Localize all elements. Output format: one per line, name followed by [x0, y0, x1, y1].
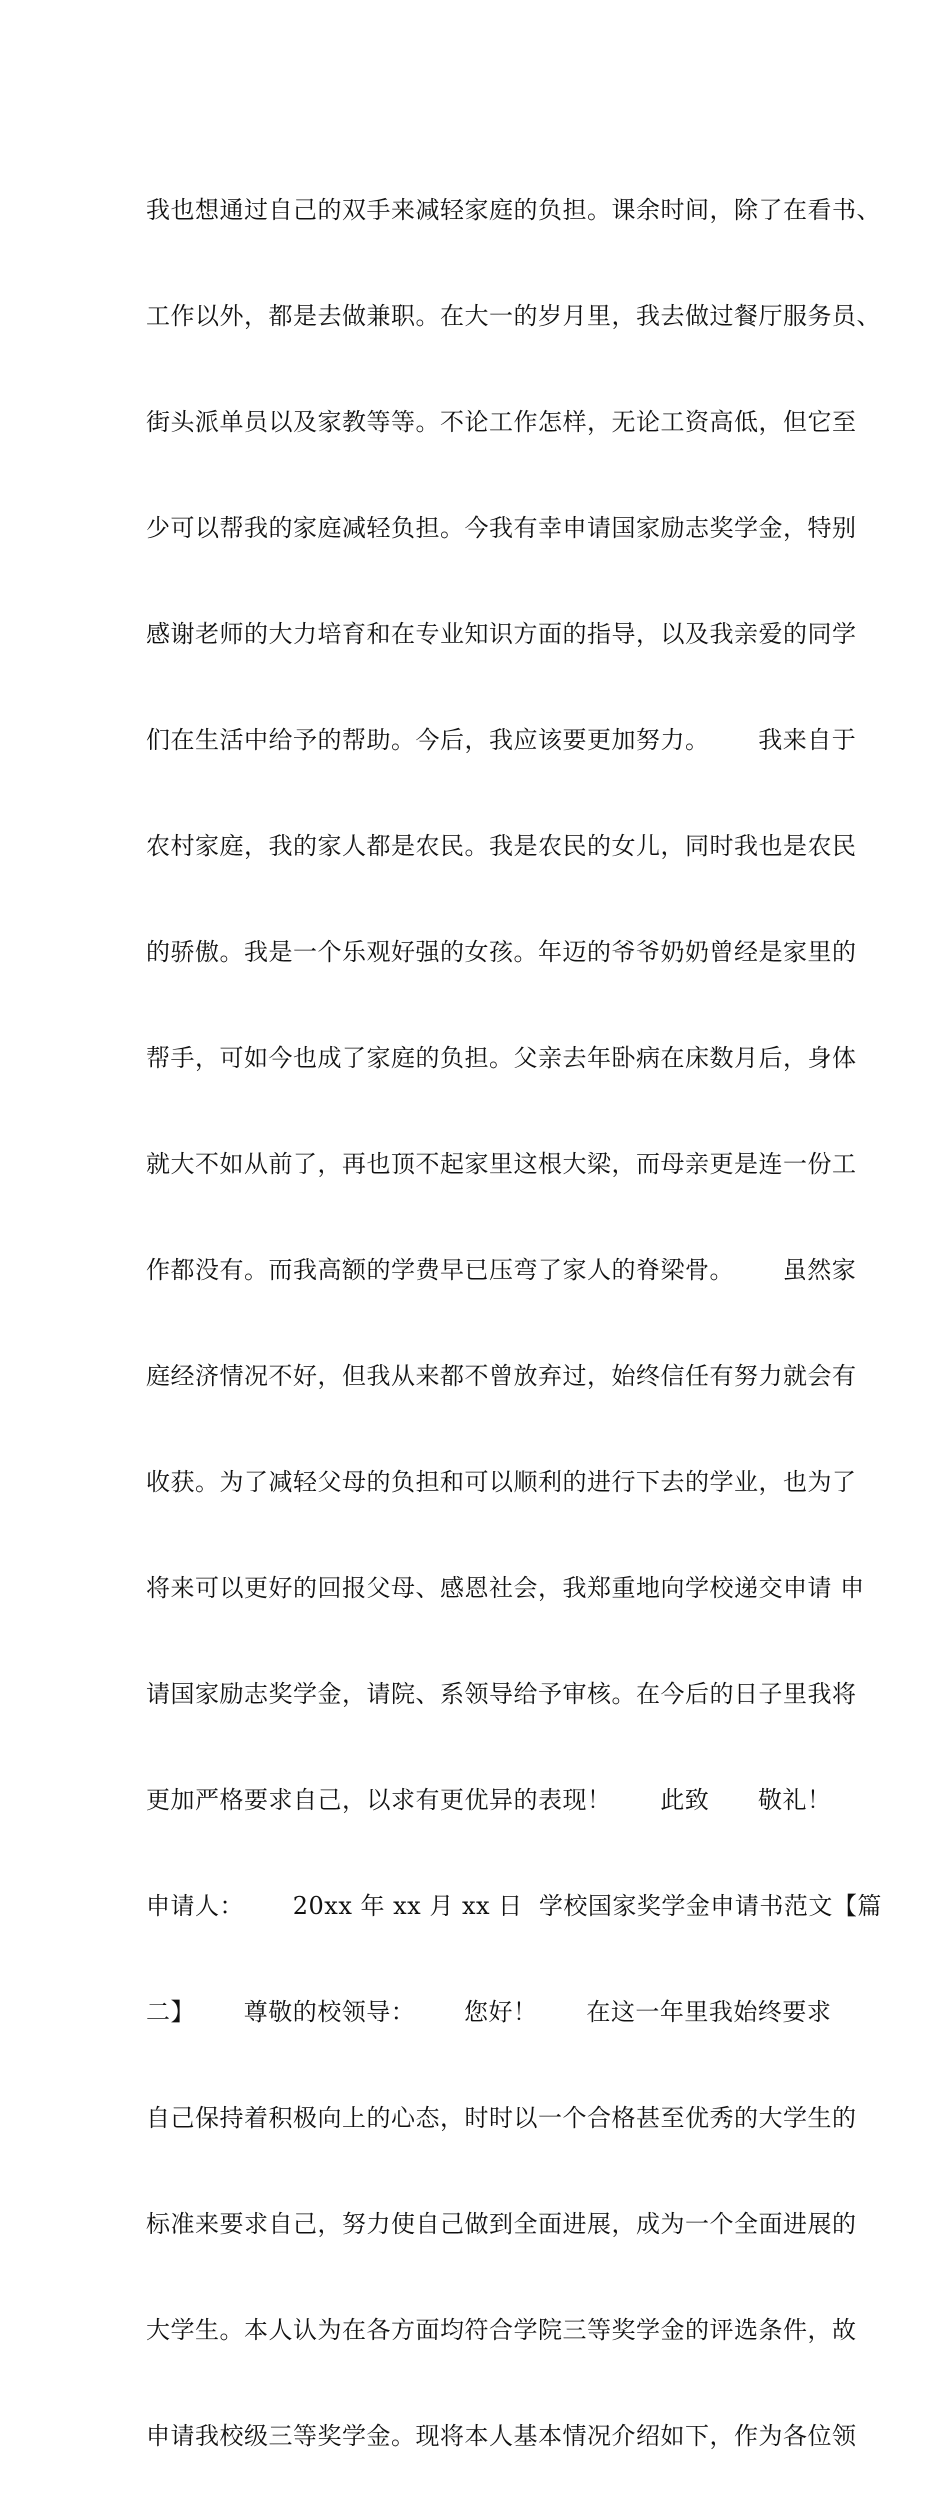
text-line: 自己保持着积极向上的心态，时时以一个合格甚至优秀的大学生的: [146, 2104, 857, 2132]
text-line: 庭经济情况不好，但我从来都不曾放弃过，始终信任有努力就会有: [146, 1362, 857, 1390]
text-line: 工作以外，都是去做兼职。在大一的岁月里，我去做过餐厅服务员、: [146, 302, 881, 330]
text-line: 更加严格要求自己，以求有更优异的表现！ 此致 敬礼！: [146, 1786, 832, 1814]
text-line: 大学生。本人认为在各方面均符合学院三等奖学金的评选条件，故: [146, 2316, 857, 2344]
text-line: 将来可以更好的回报父母、感恩社会，我郑重地向学校递交申请 申: [146, 1574, 865, 1602]
text-line: 少可以帮我的家庭减轻负担。今我有幸申请国家励志奖学金，特别: [146, 514, 857, 542]
text-line: 的骄傲。我是一个乐观好强的女孩。年迈的爷爷奶奶曾经是家里的: [146, 938, 857, 966]
text-line: 申请人： 20xx 年 xx 月 xx 日 学校国家奖学金申请书范文【篇: [146, 1892, 882, 1920]
body-text: [146, 129, 882, 2517]
text-line: 申请我校级三等奖学金。现将本人基本情况介绍如下，作为各位领: [146, 2422, 857, 2450]
text-line: 请国家励志奖学金，请院、系领导给予审核。在今后的日子里我将: [146, 1680, 857, 1708]
text-line: 农村家庭，我的家人都是农民。我是农民的女儿，同时我也是农民: [146, 832, 857, 860]
text-line: 帮手，可如今也成了家庭的负担。父亲去年卧病在床数月后，身体: [146, 1044, 857, 1072]
text-line: 感谢老师的大力培育和在专业知识方面的指导，以及我亲爱的同学: [146, 620, 857, 648]
text-line: 收获。为了减轻父母的负担和可以顺利的进行下去的学业，也为了: [146, 1468, 857, 1496]
text-line: 二】 尊敬的校领导： 您好！ 在这一年里我始终要求: [146, 1998, 832, 2026]
text-line: 作都没有。而我高额的学费早已压弯了家人的脊梁骨。 虽然家: [146, 1256, 857, 1284]
text-line: 们在生活中给予的帮助。今后，我应该要更加努力。 我来自于: [146, 726, 857, 754]
text-line: 标准来要求自己，努力使自己做到全面进展，成为一个全面进展的: [146, 2210, 857, 2238]
text-line: 街头派单员以及家教等等。不论工作怎样，无论工资高低，但它至: [146, 408, 857, 436]
text-line: 就大不如从前了，再也顶不起家里这根大梁，而母亲更是连一份工: [146, 1150, 857, 1178]
text-line: 我也想通过自己的双手来减轻家庭的负担。课余时间，除了在看书、: [146, 196, 881, 224]
